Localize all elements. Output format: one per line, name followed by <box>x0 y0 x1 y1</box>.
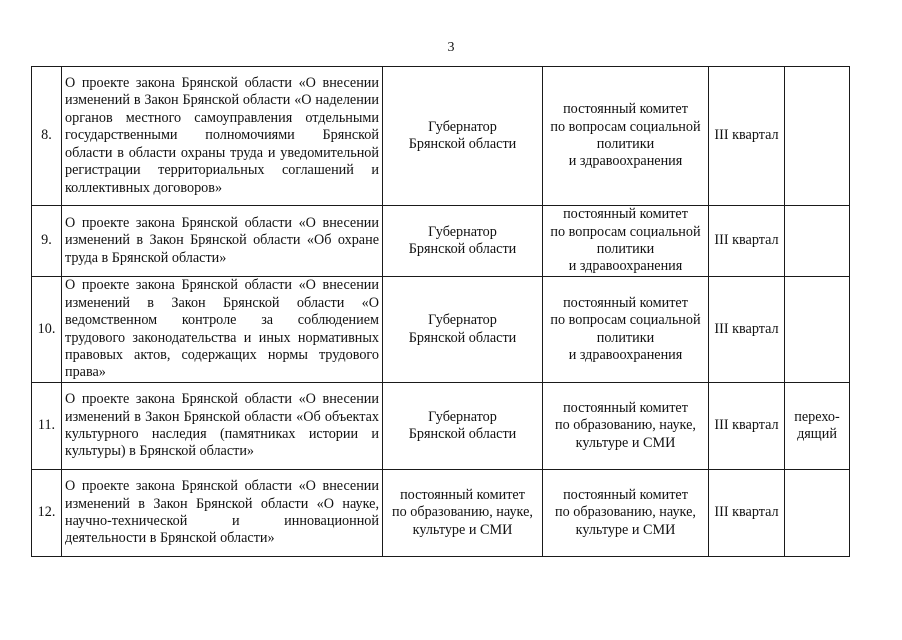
committee-line: постоянный комитет <box>563 399 688 416</box>
note-line: дящий <box>797 426 837 442</box>
table-row <box>32 277 850 383</box>
row-number: 12. <box>32 470 62 557</box>
responsible-committee <box>543 470 709 557</box>
committee-line: постоянный комитет <box>563 486 688 503</box>
row-number: 11. <box>32 383 62 470</box>
author-line: Брянской области <box>408 241 517 257</box>
author-line: Губернатор <box>428 312 497 329</box>
committee-line: постоянный комитет <box>563 294 688 311</box>
author-line: Губернатор <box>428 223 497 240</box>
bill-title: О проекте закона Брянской области «О внесении изменений в Закон Брянской области «О ведомственном контроле за соблюдением трудового законодательства и иных нормативных правовых актов, содержащих нормы трудового права» <box>62 277 383 383</box>
legislative-plan-table <box>31 66 850 557</box>
author-line: Губернатор <box>428 408 497 425</box>
responsible-committee <box>543 206 709 277</box>
table-row <box>32 206 850 277</box>
committee-line: культуре и СМИ <box>575 521 676 538</box>
row-note <box>785 277 850 383</box>
committee-line: по вопросам социальной <box>550 223 701 240</box>
row-note <box>785 470 850 557</box>
committee-line: по вопросам социальной <box>550 118 701 135</box>
author-line: Брянской области <box>408 136 517 152</box>
row-number: 10. <box>32 277 62 383</box>
table-row <box>32 383 850 470</box>
bill-title: О проекте закона Брянской области «О внесении изменений в Закон Брянской области «Об охране труда в Брянской области» <box>62 206 383 277</box>
row-note <box>785 383 850 470</box>
bill-author <box>383 277 543 383</box>
author-line: Брянской области <box>408 329 517 346</box>
consideration-period: III квартал <box>709 470 785 557</box>
committee-line: по образованию, науке, <box>555 417 696 434</box>
committee-line: и здравоохранения <box>568 346 683 363</box>
committee-line: культуре и СМИ <box>575 434 676 451</box>
bill-title: О проекте закона Брянской области «О внесении изменений в Закон Брянской области «О науке, научно-технической и инновационной деятельности в Брянской области» <box>62 470 383 557</box>
committee-line: постоянный комитет <box>563 101 688 118</box>
committee-line: постоянный комитет <box>563 206 688 223</box>
committee-line: по образованию, науке, <box>555 504 696 521</box>
author-line: Брянской области <box>408 426 517 442</box>
table-row <box>32 67 850 206</box>
responsible-committee <box>543 383 709 470</box>
bill-author <box>383 67 543 206</box>
consideration-period: III квартал <box>709 277 785 383</box>
committee-line: и здравоохранения <box>568 258 683 275</box>
row-number: 9. <box>32 206 62 277</box>
row-note <box>785 206 850 277</box>
author-line: постоянный комитет <box>400 486 525 503</box>
consideration-period: III квартал <box>709 383 785 470</box>
committee-line: политики <box>596 329 655 346</box>
author-line: по образованию, науке, <box>392 504 533 521</box>
note-line: перехо- <box>794 408 840 425</box>
consideration-period: III квартал <box>709 67 785 206</box>
author-line: Губернатор <box>428 118 497 135</box>
committee-line: политики <box>596 241 655 257</box>
bill-author <box>383 470 543 557</box>
table-row <box>32 470 850 557</box>
consideration-period: III квартал <box>709 206 785 277</box>
row-number: 8. <box>32 67 62 206</box>
page-number: 3 <box>447 40 455 55</box>
responsible-committee <box>543 67 709 206</box>
bill-author <box>383 383 543 470</box>
committee-line: политики <box>596 136 655 152</box>
committee-line: и здравоохранения <box>568 153 683 170</box>
bill-author <box>383 206 543 277</box>
author-line: культуре и СМИ <box>412 521 513 538</box>
bill-title: О проекте закона Брянской области «О внесении изменений в Закон Брянской области «Об объектах культурного наследия (памятниках истории и культуры) в Брянской области» <box>62 383 383 470</box>
responsible-committee <box>543 277 709 383</box>
bill-title: О проекте закона Брянской области «О внесении изменений в Закон Брянской области «О наделении органов местного самоуправления отдельными государственными полномочиями Брянской области в области охраны труда и уведомительной регистрации территориальных соглашений и коллективных договоров» <box>62 67 383 206</box>
row-note <box>785 67 850 206</box>
committee-line: по вопросам социальной <box>550 312 701 329</box>
